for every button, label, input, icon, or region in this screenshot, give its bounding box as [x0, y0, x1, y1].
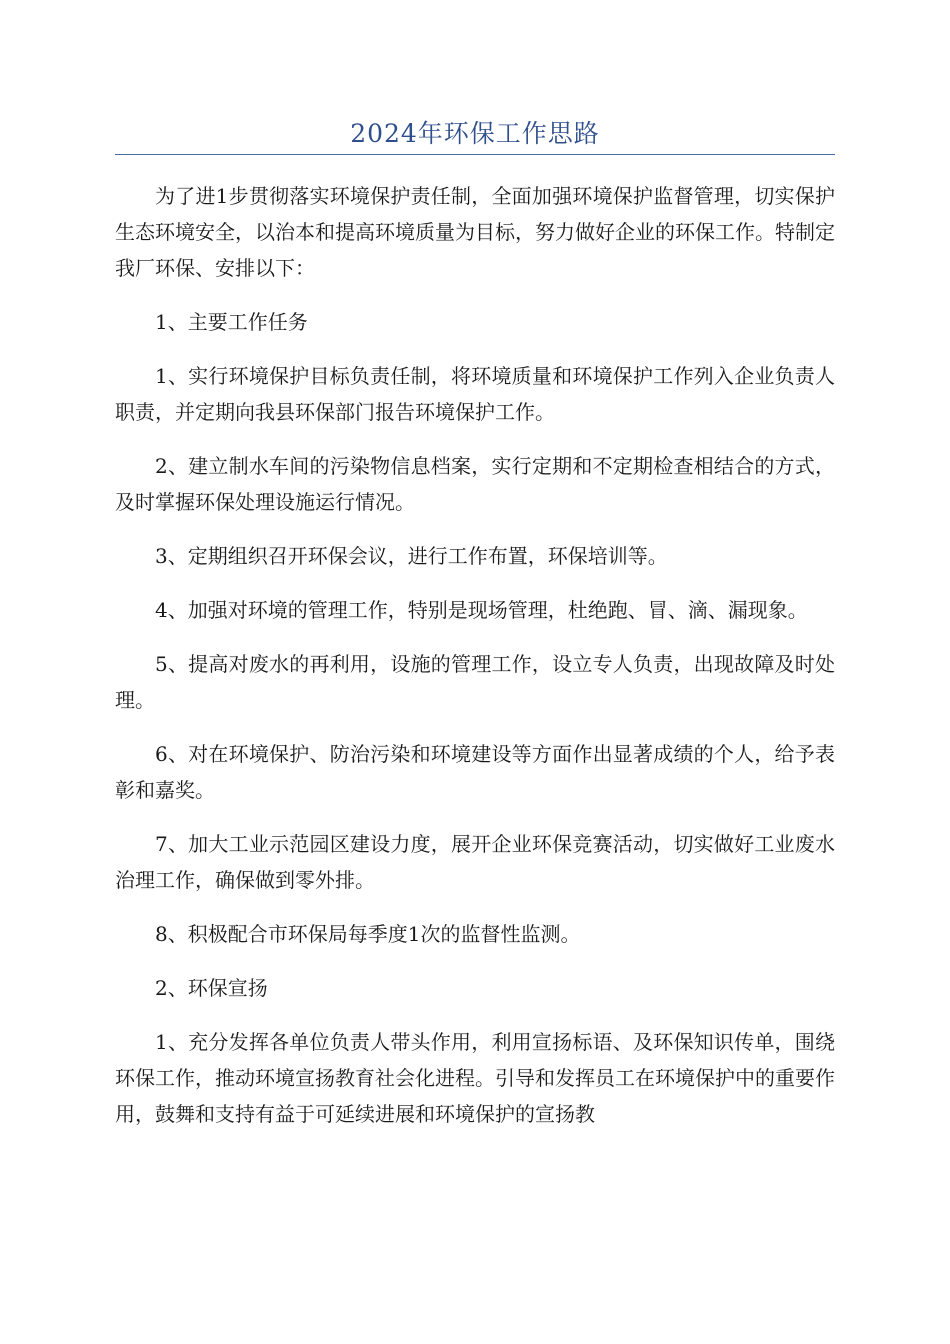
task-item-3: 3、定期组织召开环保会议，进行工作布置，环保培训等。 [155, 544, 668, 568]
task-item-8: 8、积极配合市环保局每季度1次的监督性监测。 [155, 922, 581, 946]
task-item-4: 4、加强对环境的管理工作，特别是现场管理，杜绝跑、冒、滴、漏现象。 [155, 598, 808, 622]
publicity-item-1: 1、充分发挥各单位负责人带头作用，利用宣扬标语、及环保知识传单，围绕环保工作，推动环境宣扬教育社会化进程。引导和发挥员工在环境保护中的重要作用，鼓舞和支持有益于可延续进展和环境保护的宣扬教 [115, 1030, 835, 1126]
task-item-2: 2、建立制水车间的污染物信息档案，实行定期和不定期检查相结合的方式，及时掌握环保处理设施运行情况。 [115, 454, 835, 514]
title-underline [115, 154, 835, 155]
document-body [115, 178, 835, 1150]
section-heading-main-tasks: 1、主要工作任务 [155, 310, 308, 334]
task-item-7: 7、加大工业示范园区建设力度，展开企业环保竞赛活动，切实做好工业废水治理工作，确保做到零外排。 [115, 832, 835, 892]
document-title: 2024年环保工作思路 [350, 119, 600, 148]
intro-paragraph: 为了进1步贯彻落实环境保护责任制，全面加强环境保护监督管理，切实保护生态环境安全，以治本和提高环境质量为目标，努力做好企业的环保工作。特制定我厂环保、安排以下： [115, 184, 835, 280]
task-item-6: 6、对在环境保护、防治污染和环境建设等方面作出显著成绩的个人，给予表彰和嘉奖。 [115, 742, 835, 802]
task-item-5: 5、提高对废水的再利用，设施的管理工作，设立专人负责，出现故障及时处理。 [115, 652, 835, 712]
task-item-1: 1、实行环境保护目标负责任制，将环境质量和环境保护工作列入企业负责人职责，并定期向我县环保部门报告环境保护工作。 [115, 364, 835, 424]
section-heading-publicity: 2、环保宣扬 [155, 976, 268, 1000]
